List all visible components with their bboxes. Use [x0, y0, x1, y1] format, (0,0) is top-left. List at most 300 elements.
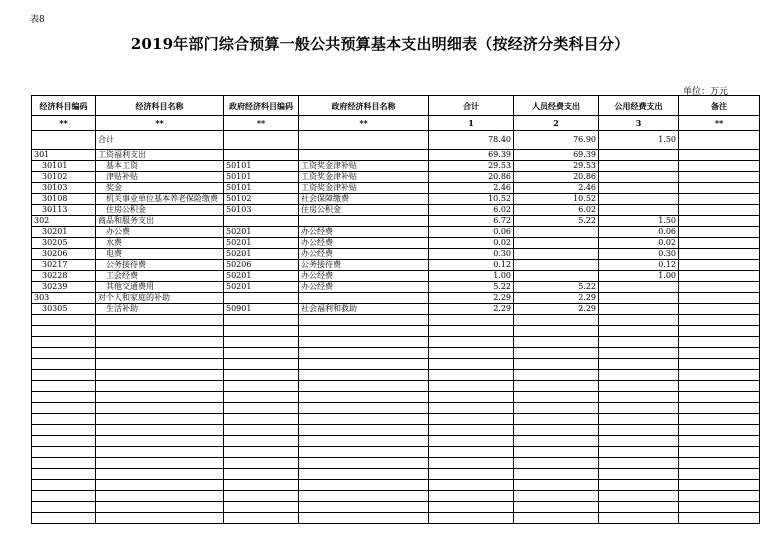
page-title: 2019年部门综合预算一般公共预算基本支出明细表（按经济分类科目分） — [130, 35, 630, 53]
empty-cell — [299, 326, 429, 337]
personnel-cell: 5.22 — [514, 282, 599, 293]
econ-name-cell: 基本工资 — [96, 161, 224, 172]
empty-cell — [429, 381, 514, 392]
empty-cell — [599, 359, 679, 370]
total-remark-cell — [679, 131, 760, 150]
empty-cell — [599, 480, 679, 491]
empty-cell — [32, 436, 96, 447]
empty-cell — [679, 502, 760, 513]
gov-code-cell — [224, 150, 299, 161]
gov-code-cell — [224, 216, 299, 227]
empty-cell — [96, 414, 224, 425]
unit-label: 单位：万元 — [682, 87, 728, 97]
personnel-cell: 2.29 — [514, 304, 599, 315]
table-row — [32, 260, 760, 271]
empty-row — [32, 414, 760, 425]
empty-cell — [599, 436, 679, 447]
empty-cell — [679, 436, 760, 447]
empty-cell — [32, 480, 96, 491]
remark-cell — [679, 194, 760, 205]
empty-cell — [299, 381, 429, 392]
header-total: 合计 — [429, 96, 514, 116]
empty-cell — [224, 480, 299, 491]
empty-cell — [32, 458, 96, 469]
empty-cell — [224, 414, 299, 425]
table-row — [32, 249, 760, 260]
total-cell: 6.02 — [429, 205, 514, 216]
personnel-cell — [514, 271, 599, 282]
empty-cell — [514, 370, 599, 381]
remark-cell — [679, 304, 760, 315]
personnel-cell — [514, 260, 599, 271]
remark-cell — [679, 150, 760, 161]
public-cell: 1.00 — [599, 271, 679, 282]
empty-cell — [514, 458, 599, 469]
empty-cell — [429, 447, 514, 458]
empty-cell — [514, 425, 599, 436]
empty-row — [32, 491, 760, 502]
empty-cell — [32, 337, 96, 348]
total-row — [32, 131, 760, 150]
econ-name-cell: 工会经费 — [96, 271, 224, 282]
personnel-cell: 2.29 — [514, 293, 599, 304]
total-label: 合计 — [96, 131, 224, 150]
personnel-cell — [514, 227, 599, 238]
total-cell: 0.12 — [429, 260, 514, 271]
econ-name-cell: 商品和服务支出 — [96, 216, 224, 227]
empty-cell — [96, 326, 224, 337]
gov-code-cell: 50901 — [224, 304, 299, 315]
empty-cell — [514, 447, 599, 458]
personnel-cell: 5.22 — [514, 216, 599, 227]
empty-cell — [299, 414, 429, 425]
empty-cell — [32, 414, 96, 425]
empty-cell — [599, 337, 679, 348]
empty-cell — [514, 414, 599, 425]
index-cell: 1 — [429, 116, 514, 131]
empty-cell — [299, 491, 429, 502]
empty-cell — [599, 392, 679, 403]
header-personnel: 人员经费支出 — [514, 96, 599, 116]
index-cell: 3 — [599, 116, 679, 131]
econ-code-cell: 301 — [32, 150, 96, 161]
empty-cell — [299, 348, 429, 359]
empty-cell — [96, 359, 224, 370]
empty-cell — [96, 348, 224, 359]
empty-cell — [224, 491, 299, 502]
empty-cell — [299, 480, 429, 491]
index-cell: ** — [299, 116, 429, 131]
gov-name-cell — [299, 293, 429, 304]
econ-name-cell: 公务接待费 — [96, 260, 224, 271]
table-number: 表8 — [30, 15, 45, 25]
empty-cell — [599, 381, 679, 392]
total-cell: 10.52 — [429, 194, 514, 205]
total-cell: 69.39 — [429, 150, 514, 161]
empty-cell — [599, 425, 679, 436]
table-row — [32, 238, 760, 249]
empty-cell — [679, 381, 760, 392]
total-cell: 2.46 — [429, 183, 514, 194]
empty-cell — [96, 502, 224, 513]
remark-cell — [679, 216, 760, 227]
empty-cell — [514, 359, 599, 370]
empty-row — [32, 392, 760, 403]
total-gname-cell — [299, 131, 429, 150]
empty-cell — [224, 392, 299, 403]
table-row — [32, 293, 760, 304]
gov-code-cell: 50102 — [224, 194, 299, 205]
gov-code-cell — [224, 293, 299, 304]
empty-cell — [32, 359, 96, 370]
table-row — [32, 183, 760, 194]
empty-row — [32, 403, 760, 414]
gov-code-cell: 50206 — [224, 260, 299, 271]
remark-cell — [679, 249, 760, 260]
total-cell: 0.30 — [429, 249, 514, 260]
header-econ-code: 经济科目编码 — [32, 96, 96, 116]
gov-code-cell: 50103 — [224, 205, 299, 216]
empty-cell — [299, 337, 429, 348]
public-cell — [599, 194, 679, 205]
empty-cell — [96, 458, 224, 469]
table-row — [32, 161, 760, 172]
empty-cell — [32, 469, 96, 480]
empty-cell — [429, 502, 514, 513]
table-row — [32, 150, 760, 161]
empty-cell — [224, 469, 299, 480]
total-cell: 29.53 — [429, 161, 514, 172]
total-cell: 2.29 — [429, 304, 514, 315]
empty-cell — [514, 315, 599, 326]
econ-name-cell: 水费 — [96, 238, 224, 249]
total-cell: 20.86 — [429, 172, 514, 183]
empty-cell — [514, 513, 599, 524]
gov-code-cell: 50201 — [224, 227, 299, 238]
table-row — [32, 205, 760, 216]
econ-code-cell: 30103 — [32, 183, 96, 194]
empty-cell — [96, 447, 224, 458]
empty-cell — [429, 348, 514, 359]
personnel-cell: 29.53 — [514, 161, 599, 172]
empty-row — [32, 370, 760, 381]
total-cell: 5.22 — [429, 282, 514, 293]
empty-cell — [429, 425, 514, 436]
empty-cell — [514, 469, 599, 480]
econ-code-cell: 30108 — [32, 194, 96, 205]
total-personnel: 76.90 — [514, 131, 599, 150]
econ-name-cell: 其他交通费用 — [96, 282, 224, 293]
empty-cell — [224, 337, 299, 348]
econ-name-cell: 机关事业单位基本养老保险缴费 — [96, 194, 224, 205]
empty-cell — [224, 370, 299, 381]
econ-code-cell: 30217 — [32, 260, 96, 271]
empty-cell — [96, 469, 224, 480]
gov-code-cell: 50201 — [224, 282, 299, 293]
gov-name-cell — [299, 216, 429, 227]
empty-cell — [514, 381, 599, 392]
empty-cell — [96, 436, 224, 447]
gov-name-cell: 工资奖金津补贴 — [299, 161, 429, 172]
gov-name-cell — [299, 150, 429, 161]
public-cell: 1.50 — [599, 216, 679, 227]
gov-code-cell: 50201 — [224, 271, 299, 282]
empty-cell — [429, 480, 514, 491]
empty-cell — [224, 458, 299, 469]
econ-code-cell: 30305 — [32, 304, 96, 315]
budget-table — [31, 95, 760, 524]
public-cell: 0.06 — [599, 227, 679, 238]
empty-cell — [299, 359, 429, 370]
empty-cell — [514, 491, 599, 502]
empty-cell — [224, 348, 299, 359]
remark-cell — [679, 205, 760, 216]
remark-cell — [679, 172, 760, 183]
empty-row — [32, 315, 760, 326]
empty-cell — [32, 315, 96, 326]
empty-cell — [429, 392, 514, 403]
index-cell: ** — [32, 116, 96, 131]
empty-cell — [224, 315, 299, 326]
empty-cell — [599, 414, 679, 425]
gov-name-cell: 住房公积金 — [299, 205, 429, 216]
empty-cell — [96, 425, 224, 436]
empty-row — [32, 326, 760, 337]
empty-cell — [679, 348, 760, 359]
empty-cell — [32, 403, 96, 414]
empty-row — [32, 458, 760, 469]
econ-code-cell: 30101 — [32, 161, 96, 172]
econ-code-cell: 30239 — [32, 282, 96, 293]
total-cell: 0.06 — [429, 227, 514, 238]
public-cell — [599, 282, 679, 293]
econ-name-cell: 奖金 — [96, 183, 224, 194]
personnel-cell — [514, 238, 599, 249]
empty-cell — [599, 326, 679, 337]
personnel-cell: 69.39 — [514, 150, 599, 161]
empty-cell — [299, 370, 429, 381]
empty-cell — [299, 447, 429, 458]
empty-cell — [32, 348, 96, 359]
empty-cell — [599, 315, 679, 326]
header-remark: 备注 — [679, 96, 760, 116]
public-cell — [599, 172, 679, 183]
empty-cell — [299, 315, 429, 326]
gov-name-cell: 社会福利和救助 — [299, 304, 429, 315]
personnel-cell: 2.46 — [514, 183, 599, 194]
gov-code-cell: 50101 — [224, 161, 299, 172]
empty-cell — [429, 403, 514, 414]
personnel-cell — [514, 249, 599, 260]
gov-name-cell: 办公经费 — [299, 249, 429, 260]
remark-cell — [679, 271, 760, 282]
remark-cell — [679, 282, 760, 293]
index-cell: 2 — [514, 116, 599, 131]
econ-name-cell: 工资福利支出 — [96, 150, 224, 161]
table-row — [32, 271, 760, 282]
gov-name-cell: 工资奖金津补贴 — [299, 172, 429, 183]
econ-name-cell: 对个人和家庭的补助 — [96, 293, 224, 304]
remark-cell — [679, 161, 760, 172]
table-row — [32, 194, 760, 205]
remark-cell — [679, 293, 760, 304]
empty-cell — [224, 447, 299, 458]
empty-cell — [429, 458, 514, 469]
public-cell: 0.02 — [599, 238, 679, 249]
empty-cell — [96, 480, 224, 491]
empty-cell — [514, 392, 599, 403]
empty-cell — [224, 359, 299, 370]
empty-cell — [96, 403, 224, 414]
header-row — [32, 96, 760, 116]
empty-row — [32, 469, 760, 480]
empty-cell — [299, 436, 429, 447]
empty-cell — [514, 348, 599, 359]
empty-row — [32, 447, 760, 458]
empty-cell — [679, 359, 760, 370]
public-cell — [599, 161, 679, 172]
econ-code-cell: 30228 — [32, 271, 96, 282]
empty-cell — [429, 359, 514, 370]
empty-row — [32, 337, 760, 348]
empty-cell — [679, 337, 760, 348]
empty-cell — [32, 491, 96, 502]
empty-cell — [299, 403, 429, 414]
gov-code-cell: 50201 — [224, 238, 299, 249]
gov-code-cell: 50101 — [224, 172, 299, 183]
public-cell — [599, 304, 679, 315]
empty-cell — [32, 392, 96, 403]
empty-cell — [224, 513, 299, 524]
empty-row — [32, 480, 760, 491]
empty-cell — [299, 392, 429, 403]
empty-cell — [599, 348, 679, 359]
empty-cell — [599, 469, 679, 480]
empty-cell — [224, 381, 299, 392]
empty-cell — [599, 447, 679, 458]
empty-cell — [32, 370, 96, 381]
personnel-cell: 10.52 — [514, 194, 599, 205]
empty-cell — [32, 425, 96, 436]
empty-cell — [679, 458, 760, 469]
table-row — [32, 227, 760, 238]
empty-cell — [299, 458, 429, 469]
empty-row — [32, 348, 760, 359]
header-econ-name: 经济科目名称 — [96, 96, 224, 116]
empty-cell — [679, 425, 760, 436]
gov-name-cell: 工资奖金津补贴 — [299, 183, 429, 194]
gov-name-cell: 办公经费 — [299, 282, 429, 293]
econ-code-cell: 30113 — [32, 205, 96, 216]
remark-cell — [679, 238, 760, 249]
personnel-cell: 20.86 — [514, 172, 599, 183]
empty-cell — [679, 370, 760, 381]
empty-cell — [32, 513, 96, 524]
econ-code-cell: 302 — [32, 216, 96, 227]
total-cell: 2.29 — [429, 293, 514, 304]
empty-cell — [429, 469, 514, 480]
empty-cell — [429, 414, 514, 425]
total-public: 1.50 — [599, 131, 679, 150]
empty-cell — [429, 491, 514, 502]
empty-cell — [599, 502, 679, 513]
gov-name-cell: 办公经费 — [299, 227, 429, 238]
public-cell: 0.30 — [599, 249, 679, 260]
empty-cell — [429, 436, 514, 447]
empty-cell — [679, 480, 760, 491]
total-cell: 1.00 — [429, 271, 514, 282]
econ-name-cell: 津贴补贴 — [96, 172, 224, 183]
empty-cell — [679, 392, 760, 403]
empty-cell — [299, 425, 429, 436]
empty-cell — [32, 326, 96, 337]
gov-code-cell: 50201 — [224, 249, 299, 260]
empty-cell — [224, 502, 299, 513]
econ-name-cell: 生活补助 — [96, 304, 224, 315]
empty-cell — [514, 502, 599, 513]
empty-cell — [96, 315, 224, 326]
empty-cell — [679, 315, 760, 326]
empty-cell — [299, 502, 429, 513]
empty-cell — [224, 403, 299, 414]
empty-cell — [679, 491, 760, 502]
empty-cell — [32, 447, 96, 458]
remark-cell — [679, 183, 760, 194]
empty-row — [32, 513, 760, 524]
econ-code-cell: 30102 — [32, 172, 96, 183]
empty-cell — [429, 326, 514, 337]
econ-name-cell: 住房公积金 — [96, 205, 224, 216]
empty-cell — [96, 491, 224, 502]
empty-cell — [224, 326, 299, 337]
empty-cell — [599, 403, 679, 414]
empty-row — [32, 359, 760, 370]
empty-cell — [96, 381, 224, 392]
table-row — [32, 304, 760, 315]
empty-cell — [679, 469, 760, 480]
table-row — [32, 216, 760, 227]
empty-cell — [679, 403, 760, 414]
empty-cell — [32, 502, 96, 513]
empty-cell — [32, 381, 96, 392]
empty-cell — [599, 458, 679, 469]
empty-cell — [96, 513, 224, 524]
empty-cell — [599, 491, 679, 502]
econ-code-cell: 303 — [32, 293, 96, 304]
empty-cell — [429, 315, 514, 326]
index-cell: ** — [96, 116, 224, 131]
total-gcode-cell — [224, 131, 299, 150]
table-row — [32, 282, 760, 293]
econ-name-cell: 电费 — [96, 249, 224, 260]
empty-cell — [679, 447, 760, 458]
gov-code-cell: 50101 — [224, 183, 299, 194]
index-row — [32, 116, 760, 131]
empty-cell — [96, 370, 224, 381]
empty-cell — [514, 480, 599, 491]
empty-row — [32, 381, 760, 392]
index-cell: ** — [679, 116, 760, 131]
total-code-cell — [32, 131, 96, 150]
gov-name-cell: 社会保障缴费 — [299, 194, 429, 205]
empty-cell — [514, 403, 599, 414]
total-amount: 78.40 — [429, 131, 514, 150]
empty-cell — [96, 392, 224, 403]
empty-cell — [96, 337, 224, 348]
header-gov-code: 政府经济科目编码 — [224, 96, 299, 116]
empty-cell — [599, 513, 679, 524]
empty-cell — [679, 326, 760, 337]
